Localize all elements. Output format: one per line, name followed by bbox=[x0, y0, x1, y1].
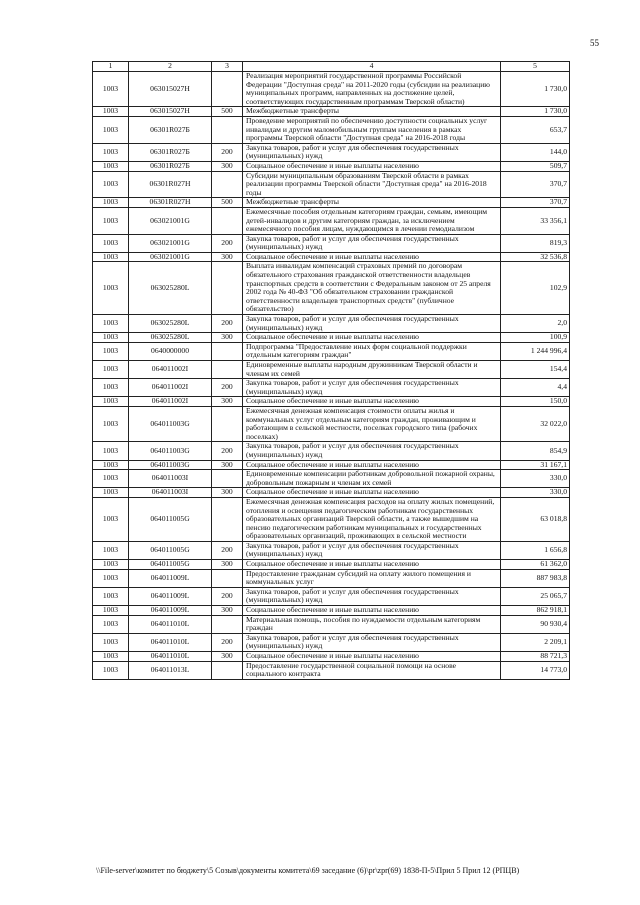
cell-type bbox=[212, 497, 243, 541]
cell-code: 063025280L bbox=[129, 262, 212, 315]
cell-amount: 370,7 bbox=[501, 171, 570, 198]
table-row bbox=[93, 406, 570, 441]
cell-type bbox=[212, 615, 243, 633]
table-row bbox=[93, 497, 570, 541]
cell-amount: 1 656,8 bbox=[501, 541, 570, 559]
cell-amount: 90 930,4 bbox=[501, 615, 570, 633]
cell-code: 064011002I bbox=[129, 361, 212, 379]
cell-section: 1003 bbox=[93, 606, 129, 616]
cell-code: 064011003I bbox=[129, 488, 212, 498]
cell-code: 06301R027H bbox=[129, 171, 212, 198]
cell-code: 064011003G bbox=[129, 406, 212, 441]
cell-type bbox=[212, 342, 243, 360]
cell-section: 1003 bbox=[93, 569, 129, 587]
budget-table bbox=[92, 61, 570, 680]
cell-code: 064011002I bbox=[129, 397, 212, 407]
cell-type bbox=[212, 661, 243, 679]
table-row bbox=[93, 315, 570, 333]
cell-type: 300 bbox=[212, 560, 243, 570]
cell-name: Закупка товаров, работ и услуг для обеспечения государственных (муниципальных) нужд bbox=[243, 379, 501, 397]
cell-section: 1003 bbox=[93, 406, 129, 441]
cell-section: 1003 bbox=[93, 116, 129, 143]
cell-code: 064011005G bbox=[129, 497, 212, 541]
cell-name: Закупка товаров, работ и услуг для обеспечения государственных (муниципальных) нужд bbox=[243, 587, 501, 605]
cell-type bbox=[212, 470, 243, 488]
cell-section: 1003 bbox=[93, 252, 129, 262]
cell-name: Межбюджетные трансферты bbox=[243, 198, 501, 208]
cell-amount: 2 209,1 bbox=[501, 633, 570, 651]
cell-type: 300 bbox=[212, 333, 243, 343]
cell-amount: 653,7 bbox=[501, 116, 570, 143]
cell-code: 063021001G bbox=[129, 252, 212, 262]
cell-code: 063015027H bbox=[129, 107, 212, 117]
table-row bbox=[93, 161, 570, 171]
cell-type: 300 bbox=[212, 397, 243, 407]
cell-section: 1003 bbox=[93, 234, 129, 252]
cell-code: 064011005G bbox=[129, 541, 212, 559]
cell-section: 1003 bbox=[93, 661, 129, 679]
cell-type: 500 bbox=[212, 198, 243, 208]
cell-section: 1003 bbox=[93, 107, 129, 117]
cell-amount: 150,0 bbox=[501, 397, 570, 407]
cell-name: Ежемесячные пособия отдельным категориям граждан, семьям, имеющим детей-инвалидов и другим категориям граждан, за исключением ежемесячного пособия лицам, нуждающимся в лечении гемодиализом bbox=[243, 207, 501, 234]
cell-code: 064011009L bbox=[129, 587, 212, 605]
table-row bbox=[93, 262, 570, 315]
cell-amount: 862 918,1 bbox=[501, 606, 570, 616]
cell-section: 1003 bbox=[93, 315, 129, 333]
cell-amount: 4,4 bbox=[501, 379, 570, 397]
cell-type: 200 bbox=[212, 315, 243, 333]
table-header-row bbox=[93, 62, 570, 72]
cell-code: 064011003I bbox=[129, 470, 212, 488]
cell-name: Закупка товаров, работ и услуг для обеспечения государственных (муниципальных) нужд bbox=[243, 633, 501, 651]
cell-code: 06301R027Б bbox=[129, 116, 212, 143]
cell-amount: 370,7 bbox=[501, 198, 570, 208]
cell-type bbox=[212, 72, 243, 107]
cell-name: Социальное обеспечение и иные выплаты населению bbox=[243, 397, 501, 407]
cell-name: Социальное обеспечение и иные выплаты населению bbox=[243, 652, 501, 662]
table-row bbox=[93, 560, 570, 570]
cell-type: 300 bbox=[212, 460, 243, 470]
cell-name: Социальное обеспечение и иные выплаты населению bbox=[243, 606, 501, 616]
cell-section: 1003 bbox=[93, 333, 129, 343]
cell-code: 06301R027Б bbox=[129, 143, 212, 161]
cell-code: 064011013L bbox=[129, 661, 212, 679]
cell-code: 064011005G bbox=[129, 560, 212, 570]
cell-section: 1003 bbox=[93, 361, 129, 379]
cell-name: Социальное обеспечение и иные выплаты населению bbox=[243, 161, 501, 171]
cell-type: 300 bbox=[212, 161, 243, 171]
cell-name: Проведение мероприятий по обеспечению доступности социальных услуг инвалидам и другим маломобильным группам населения в рамках программы Тверской области "Доступная среда" на 2016-2018 годы bbox=[243, 116, 501, 143]
cell-type: 300 bbox=[212, 252, 243, 262]
cell-amount: 330,0 bbox=[501, 488, 570, 498]
table-row bbox=[93, 488, 570, 498]
cell-name: Социальное обеспечение и иные выплаты населению bbox=[243, 488, 501, 498]
cell-section: 1003 bbox=[93, 615, 129, 633]
cell-section: 1003 bbox=[93, 470, 129, 488]
cell-name: Предоставление гражданам субсидий на оплату жилого помещения и коммунальных услуг bbox=[243, 569, 501, 587]
cell-section: 1003 bbox=[93, 198, 129, 208]
cell-amount: 100,9 bbox=[501, 333, 570, 343]
table-row bbox=[93, 470, 570, 488]
cell-name: Подпрограмма "Предоставление иных форм социальной поддержки отдельным категориям граждан" bbox=[243, 342, 501, 360]
cell-amount: 819,3 bbox=[501, 234, 570, 252]
cell-code: 064011009L bbox=[129, 569, 212, 587]
cell-type bbox=[212, 116, 243, 143]
cell-name: Субсидии муниципальным образованиям Тверской области в рамках реализации программы Тверской области "Доступная среда" на 2016-2018 годы bbox=[243, 171, 501, 198]
cell-section: 1003 bbox=[93, 397, 129, 407]
cell-type bbox=[212, 207, 243, 234]
cell-code: 064011010L bbox=[129, 633, 212, 651]
cell-code: 063021001G bbox=[129, 207, 212, 234]
cell-code: 063025280L bbox=[129, 315, 212, 333]
cell-code: 06301R027H bbox=[129, 198, 212, 208]
cell-name: Межбюджетные трансферты bbox=[243, 107, 501, 117]
cell-type: 300 bbox=[212, 488, 243, 498]
cell-amount: 330,0 bbox=[501, 470, 570, 488]
cell-type bbox=[212, 171, 243, 198]
table-row bbox=[93, 234, 570, 252]
cell-code: 06301R027Б bbox=[129, 161, 212, 171]
cell-code: 064011002I bbox=[129, 379, 212, 397]
cell-type bbox=[212, 262, 243, 315]
cell-code: 064011009L bbox=[129, 606, 212, 616]
table-row bbox=[93, 615, 570, 633]
footer-file-path: \\File-server\комитет по бюджету\5 Созыв\документы комитета\69 заседание (6)\pr\zpr(69) 1838-П-5\Прил 5 Прил 12 (РПЦВ) bbox=[96, 866, 520, 875]
cell-amount: 63 018,8 bbox=[501, 497, 570, 541]
cell-section: 1003 bbox=[93, 497, 129, 541]
table-row bbox=[93, 442, 570, 460]
cell-type: 500 bbox=[212, 107, 243, 117]
cell-type: 200 bbox=[212, 379, 243, 397]
cell-section: 1003 bbox=[93, 587, 129, 605]
cell-type: 300 bbox=[212, 606, 243, 616]
cell-type bbox=[212, 406, 243, 441]
cell-type: 200 bbox=[212, 143, 243, 161]
cell-section: 1003 bbox=[93, 652, 129, 662]
table-row bbox=[93, 72, 570, 107]
cell-amount: 33 356,1 bbox=[501, 207, 570, 234]
table-row bbox=[93, 379, 570, 397]
cell-amount: 1 730,0 bbox=[501, 107, 570, 117]
table-row bbox=[93, 652, 570, 662]
cell-type: 300 bbox=[212, 652, 243, 662]
column-header-type: 3 bbox=[212, 62, 243, 72]
cell-section: 1003 bbox=[93, 442, 129, 460]
cell-amount: 88 721,3 bbox=[501, 652, 570, 662]
cell-name: Закупка товаров, работ и услуг для обеспечения государственных (муниципальных) нужд bbox=[243, 541, 501, 559]
cell-amount: 1 730,0 bbox=[501, 72, 570, 107]
cell-code: 064011003G bbox=[129, 460, 212, 470]
cell-amount: 854,9 bbox=[501, 442, 570, 460]
cell-section: 1003 bbox=[93, 541, 129, 559]
cell-amount: 144,0 bbox=[501, 143, 570, 161]
cell-name: Закупка товаров, работ и услуг для обеспечения государственных (муниципальных) нужд bbox=[243, 442, 501, 460]
table-row bbox=[93, 541, 570, 559]
cell-type: 200 bbox=[212, 633, 243, 651]
cell-section: 1003 bbox=[93, 488, 129, 498]
cell-section: 1003 bbox=[93, 72, 129, 107]
column-header-name: 4 bbox=[243, 62, 501, 72]
table-row bbox=[93, 333, 570, 343]
table-row bbox=[93, 587, 570, 605]
cell-name: Закупка товаров, работ и услуг для обеспечения государственных (муниципальных) нужд bbox=[243, 143, 501, 161]
cell-section: 1003 bbox=[93, 161, 129, 171]
cell-type: 200 bbox=[212, 442, 243, 460]
cell-section: 1003 bbox=[93, 342, 129, 360]
cell-section: 1003 bbox=[93, 143, 129, 161]
table-row bbox=[93, 661, 570, 679]
table-row bbox=[93, 569, 570, 587]
cell-section: 1003 bbox=[93, 171, 129, 198]
cell-code: 064011010L bbox=[129, 615, 212, 633]
table-row bbox=[93, 198, 570, 208]
cell-name: Закупка товаров, работ и услуг для обеспечения государственных (муниципальных) нужд bbox=[243, 315, 501, 333]
column-header-code: 2 bbox=[129, 62, 212, 72]
cell-amount: 25 065,7 bbox=[501, 587, 570, 605]
cell-amount: 14 773,0 bbox=[501, 661, 570, 679]
table-row bbox=[93, 207, 570, 234]
cell-amount: 887 983,8 bbox=[501, 569, 570, 587]
cell-name: Материальная помощь, пособия по нуждаемости отдельным категориям граждан bbox=[243, 615, 501, 633]
cell-type: 200 bbox=[212, 541, 243, 559]
cell-code: 064011003G bbox=[129, 442, 212, 460]
cell-type: 200 bbox=[212, 234, 243, 252]
table-row bbox=[93, 633, 570, 651]
cell-amount: 61 362,0 bbox=[501, 560, 570, 570]
column-header-amount: 5 bbox=[501, 62, 570, 72]
cell-name: Социальное обеспечение и иные выплаты населению bbox=[243, 460, 501, 470]
cell-section: 1003 bbox=[93, 262, 129, 315]
cell-name: Ежемесячная денежная компенсация стоимости оплаты жилья и коммунальных услуг отдельным категориям граждан, проживающим и работающим в сельской местности, поселках городского типа (рабочих поселках) bbox=[243, 406, 501, 441]
cell-amount: 32 536,8 bbox=[501, 252, 570, 262]
table-row bbox=[93, 361, 570, 379]
cell-code: 063021001G bbox=[129, 234, 212, 252]
cell-name: Выплата инвалидам компенсаций страховых премий по договорам обязательного страхования гражданской ответственности владельцев транспортных средств в соответствии с Федеральным законом от 25 апреля 2002 года № 40-ФЗ "Об обязательном страховании гражданской ответственности владельцев транспортных средств" (публичное обязательство) bbox=[243, 262, 501, 315]
cell-name: Реализация мероприятий государственной программы Российской Федерации "Доступная среда" на 2011-2020 годы (субсидии на реализацию муниципальных программ, направленных на достижение целей, соответствующих государственным программам Тверской области) bbox=[243, 72, 501, 107]
page-number: 55 bbox=[590, 38, 599, 48]
cell-name: Социальное обеспечение и иные выплаты населению bbox=[243, 560, 501, 570]
cell-name: Единовременные выплаты народным дружинникам Тверской области и членам их семей bbox=[243, 361, 501, 379]
cell-name: Социальное обеспечение и иные выплаты населению bbox=[243, 333, 501, 343]
table-row bbox=[93, 606, 570, 616]
cell-name: Предоставление государственной социальной помощи на основе социального контракта bbox=[243, 661, 501, 679]
cell-code: 063025280L bbox=[129, 333, 212, 343]
table-row bbox=[93, 342, 570, 360]
cell-amount: 102,9 bbox=[501, 262, 570, 315]
column-header-section: 1 bbox=[93, 62, 129, 72]
cell-code: 064011010L bbox=[129, 652, 212, 662]
cell-section: 1003 bbox=[93, 633, 129, 651]
cell-section: 1003 bbox=[93, 460, 129, 470]
cell-amount: 32 022,0 bbox=[501, 406, 570, 441]
table-row bbox=[93, 143, 570, 161]
cell-type: 200 bbox=[212, 587, 243, 605]
cell-amount: 31 167,1 bbox=[501, 460, 570, 470]
cell-name: Социальное обеспечение и иные выплаты населению bbox=[243, 252, 501, 262]
table-body bbox=[93, 72, 570, 680]
cell-name: Ежемесячная денежная компенсация расходов на оплату жилых помещений, отопления и освещения педагогическим работникам государственных образовательных организаций Тверской области, а также вышедшим на пенсию педагогическим работникам муниципальных и государственных образовательных организаций, проживающих в сельской местности bbox=[243, 497, 501, 541]
cell-code: 063015027H bbox=[129, 72, 212, 107]
cell-code: 0640000000 bbox=[129, 342, 212, 360]
cell-name: Закупка товаров, работ и услуг для обеспечения государственных (муниципальных) нужд bbox=[243, 234, 501, 252]
cell-amount: 1 244 996,4 bbox=[501, 342, 570, 360]
cell-section: 1003 bbox=[93, 560, 129, 570]
table-row bbox=[93, 171, 570, 198]
cell-type bbox=[212, 569, 243, 587]
cell-amount: 154,4 bbox=[501, 361, 570, 379]
cell-type bbox=[212, 361, 243, 379]
cell-section: 1003 bbox=[93, 207, 129, 234]
cell-section: 1003 bbox=[93, 379, 129, 397]
cell-amount: 2,0 bbox=[501, 315, 570, 333]
table-row bbox=[93, 116, 570, 143]
cell-amount: 509,7 bbox=[501, 161, 570, 171]
cell-name: Единовременные компенсации работникам добровольной пожарной охраны, добровольным пожарным и членам их семей bbox=[243, 470, 501, 488]
